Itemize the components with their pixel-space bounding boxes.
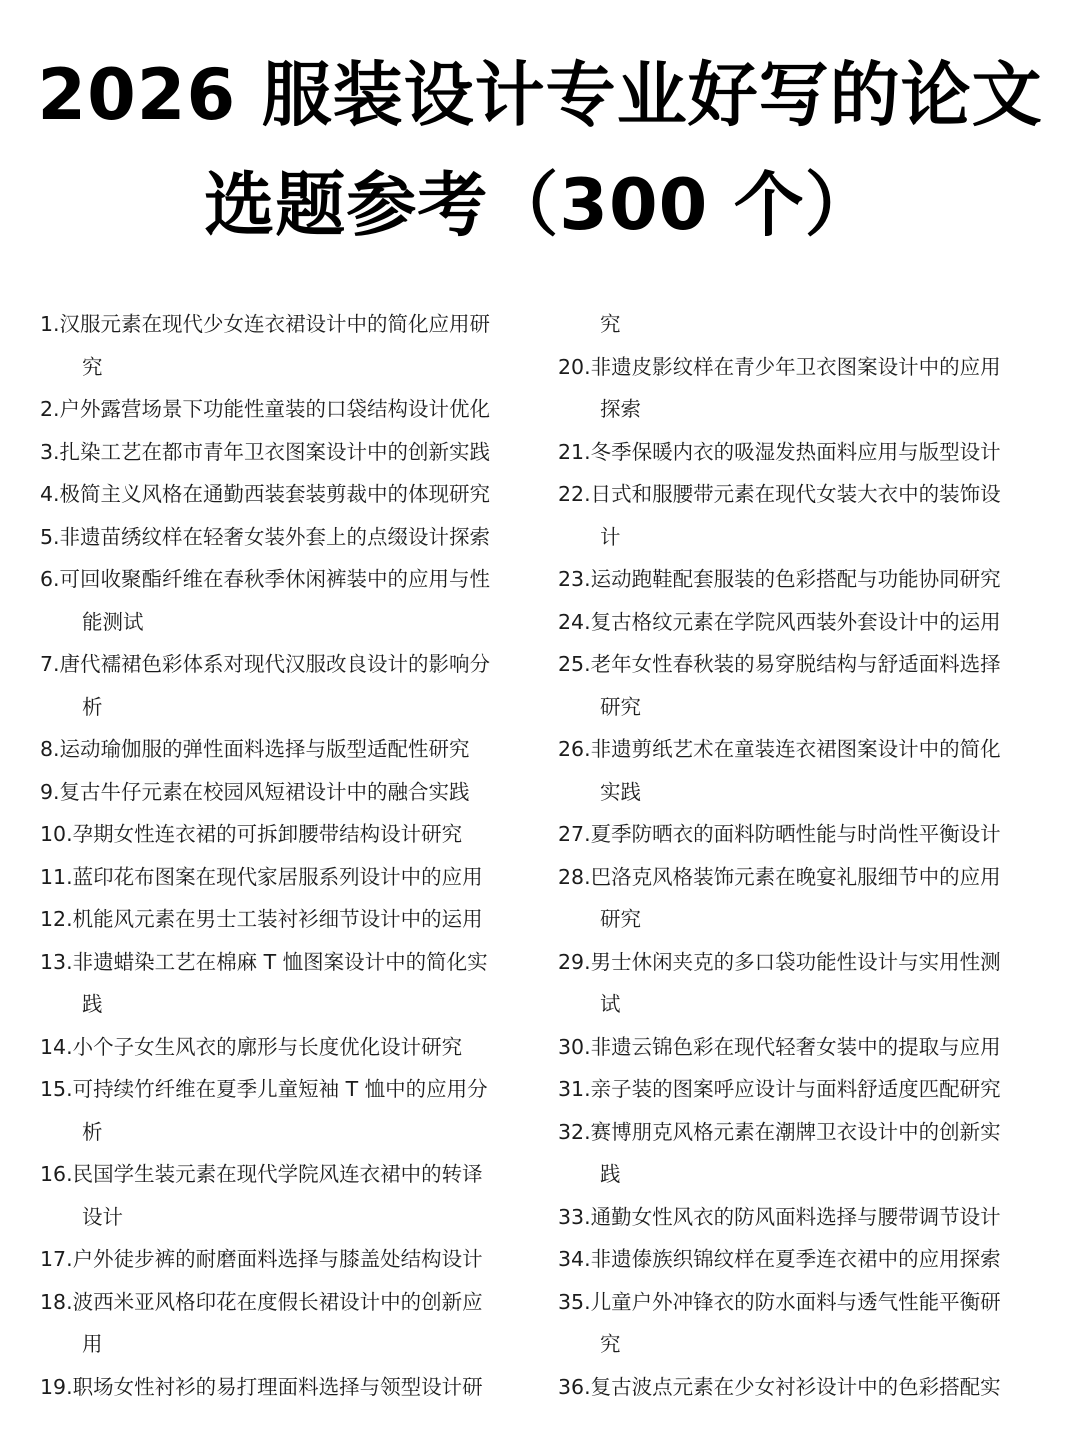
topic-line: 27.夏季防晒衣的面料防晒性能与时尚性平衡设计 <box>558 822 1001 846</box>
topic-line-continuation: 试 <box>600 992 621 1016</box>
topic-line: 22.日式和服腰带元素在现代女装大衣中的装饰设 <box>558 482 1001 506</box>
topic-list-left-column <box>40 303 540 1408</box>
topic-line: 5.非遗苗绣纹样在轻奢女装外套上的点缀设计探索 <box>40 524 491 549</box>
topic-line-continuation: 究 <box>600 1332 621 1356</box>
topic-line: 13.非遗蜡染工艺在棉麻 T 恤图案设计中的简化实 <box>40 949 488 974</box>
topic-line-continuation: 计 <box>600 524 621 549</box>
topic-line: 18.波西米亚风格印花在度假长裙设计中的创新应 <box>40 1289 483 1314</box>
topic-line-continuation: 析 <box>82 694 103 719</box>
topic-line: 25.老年女性春秋装的易穿脱结构与舒适面料选择 <box>558 652 1001 676</box>
topic-line-continuation: 践 <box>600 1162 621 1186</box>
topic-line: 6.可回收聚酯纤维在春秋季休闲裤装中的应用与性 <box>40 567 491 591</box>
topic-line: 21.冬季保暖内衣的吸湿发热面料应用与版型设计 <box>558 439 1001 464</box>
topic-line-continuation: 实践 <box>600 779 641 804</box>
topic-line: 1.汉服元素在现代少女连衣裙设计中的简化应用研 <box>40 312 491 336</box>
topic-line: 9.复古牛仔元素在校园风短裙设计中的融合实践 <box>40 779 470 804</box>
topic-line: 17.户外徒步裤的耐磨面料选择与膝盖处结构设计 <box>40 1247 483 1271</box>
topic-line: 30.非遗云锦色彩在现代轻奢女装中的提取与应用 <box>558 1034 1001 1059</box>
topic-line: 19.职场女性衬衫的易打理面料选择与领型设计研 <box>40 1374 483 1399</box>
topic-line-continuation: 研究 <box>600 694 641 719</box>
topic-line: 36.复古波点元素在少女衬衫设计中的色彩搭配实 <box>558 1374 1001 1399</box>
page-title-line-1: 2026 服装设计专业好写的论文 <box>37 54 1043 136</box>
topic-line-continuation: 究 <box>82 354 103 379</box>
topic-line-continuation: 研究 <box>600 907 641 931</box>
topic-line-continuation: 析 <box>82 1119 103 1144</box>
topic-line: 16.民国学生装元素在现代学院风连衣裙中的转译 <box>40 1162 483 1186</box>
topic-list-right-column <box>558 303 1058 1408</box>
topic-line: 34.非遗傣族织锦纹样在夏季连衣裙中的应用探索 <box>558 1247 1001 1271</box>
page-title-line-2: 选题参考（300 个） <box>204 164 876 246</box>
topic-line: 20.非遗皮影纹样在青少年卫衣图案设计中的应用 <box>558 354 1001 379</box>
topic-line: 14.小个子女生风衣的廓形与长度优化设计研究 <box>40 1034 463 1059</box>
topic-line-continuation: 践 <box>82 992 103 1016</box>
topic-line: 31.亲子装的图案呼应设计与面料舒适度匹配研究 <box>558 1077 1001 1101</box>
topic-line: 32.赛博朋克风格元素在潮牌卫衣设计中的创新实 <box>558 1119 1001 1144</box>
topic-line: 4.极简主义风格在通勤西装套装剪裁中的体现研究 <box>40 482 491 506</box>
topic-line: 15.可持续竹纤维在夏季儿童短袖 T 恤中的应用分 <box>40 1077 488 1101</box>
topic-line: 3.扎染工艺在都市青年卫衣图案设计中的创新实践 <box>40 439 491 464</box>
topic-line: 23.运动跑鞋配套服装的色彩搭配与功能协同研究 <box>558 567 1001 591</box>
topic-line: 35.儿童户外冲锋衣的防水面料与透气性能平衡研 <box>558 1289 1001 1314</box>
topic-line: 10.孕期女性连衣裙的可拆卸腰带结构设计研究 <box>40 822 463 846</box>
topic-line: 12.机能风元素在男士工装衬衫细节设计中的运用 <box>40 907 483 931</box>
topic-line: 2.户外露营场景下功能性童装的口袋结构设计优化 <box>40 397 491 421</box>
topic-line: 8.运动瑜伽服的弹性面料选择与版型适配性研究 <box>40 737 470 761</box>
topic-line: 24.复古格纹元素在学院风西装外套设计中的运用 <box>558 609 1001 634</box>
topic-line: 11.蓝印花布图案在现代家居服系列设计中的应用 <box>40 864 483 889</box>
topic-line-continuation: 究 <box>600 312 621 336</box>
topic-line-continuation: 设计 <box>82 1204 123 1229</box>
topic-line-continuation: 用 <box>82 1332 103 1356</box>
topic-line: 29.男士休闲夹克的多口袋功能性设计与实用性测 <box>558 949 1001 974</box>
topic-line-continuation: 能测试 <box>82 609 144 634</box>
topic-line: 26.非遗剪纸艺术在童装连衣裙图案设计中的简化 <box>558 737 1001 761</box>
topic-line: 7.唐代襦裙色彩体系对现代汉服改良设计的影响分 <box>40 652 491 676</box>
topic-line: 33.通勤女性风衣的防风面料选择与腰带调节设计 <box>558 1204 1001 1229</box>
topic-line: 28.巴洛克风格装饰元素在晚宴礼服细节中的应用 <box>558 864 1001 889</box>
topic-line-continuation: 探索 <box>600 397 641 421</box>
